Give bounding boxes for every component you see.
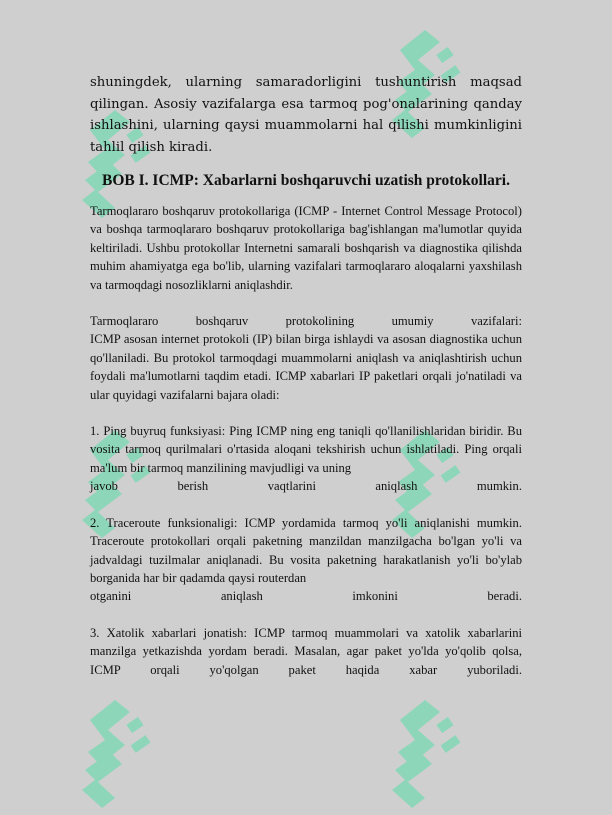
paragraph-ping xyxy=(90,422,522,496)
intro-paragraph: shuningdek, ularning samaradorligini tushuntirish maqsad qilingan. Asosiy vazifalarga esa tarmoq pog'onalarining qanday ishlashini, ularning qaysi muammolarni hal qilishi mumkinligini tahlil qilish kiradi. xyxy=(90,75,522,155)
paragraph-text: 3. Xatolik xabarlari jonatish: ICMP tarmoq muammolari va xatolik xabarlarini manzilga yetkazishda yordam beradi. Masalan, agar paket yo'lda yo'qolib qolsa, ICMP orqali yo'qolgan paket haqida xabar yuboriladi. xyxy=(90,625,522,677)
paragraph-text: 1. Ping buyruq funksiyasi: Ping ICMP ning eng taniqli qo'llanilishlaridan biridir. Bu vosita tarmoq qurilmalari o'rtasida aloqani tekshirish uchun ishlatiladi. Ping orqali ma'lum bir tarmoq manzilining mavjudligi va uning xyxy=(90,424,522,475)
watermark-logo-icon xyxy=(70,690,160,810)
document-body xyxy=(90,72,522,697)
watermark-logo-icon xyxy=(380,690,470,810)
paragraph-error-messages xyxy=(90,624,522,679)
paragraph-text: ICMP asosan internet protokoli (IP) bilan birga ishlaydi va asosan diagnostika uchun qo'llaniladi. Bu protokol tarmoqdagi muammolarni aniqlash va aniqlashtirish uchun foydali ma'lumotlarni taqdim etadi. ICMP xabarlari IP paketlari orqali jo'natiladi va ular quyidagi vazifalarni bajara oladi: xyxy=(90,332,522,402)
paragraph-traceroute xyxy=(90,514,522,606)
chapter-heading: BOB I. ICMP: Xabarlarni boshqaruvchi uzatish protokollari. xyxy=(102,172,510,189)
paragraph-lead-line: Tarmoqlararo boshqaruv protokolining umumiy vazifalari: xyxy=(90,314,522,329)
paragraph-text: 2. Traceroute funksionaligi: ICMP yordamida tarmoq yo'li aniqlanishi mumkin. Traceroute protokollari orqali paketning manzildan manzilgacha bo'lgan yo'li va jadvaldagi tuzilmalar aniqlanadi. Bu vosita paketning harakatlanish yo'li bo'ylab borganida har bir qadamda qaysi routerdan xyxy=(90,515,522,585)
paragraph-text: Tarmoqlararo boshqaruv protokollariga (ICMP - Internet Control Message Protocol) va boshqa tarmoqlararo boshqaruv protokollariga bag'ishlangan ma'lumotlar quyida keltiriladi. Ushbu protokollar Internetni samarali boshqarish va diagnostika qilishda muhim ahamiyatga ega bo'lib, ularning vazifalari tarmoqlararo aloqalarni yaxshilash va tarmoqdagi nosozliklarni aniqlashdir. xyxy=(90,204,522,292)
paragraph-icmp-intro xyxy=(90,202,522,294)
paragraph-general-tasks xyxy=(90,312,522,404)
paragraph-last-line: otganini aniqlash imkonini beradi. xyxy=(90,589,522,604)
paragraph-last-line: javob berish vaqtlarini aniqlash mumkin. xyxy=(90,479,522,494)
